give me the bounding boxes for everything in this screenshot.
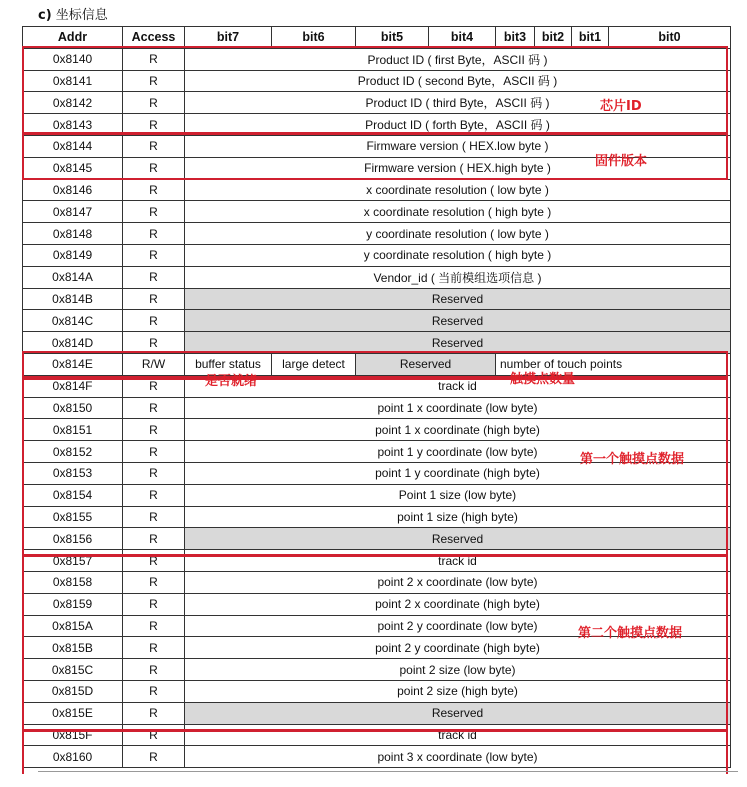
bit3-0-cell: number of touch points bbox=[496, 353, 731, 375]
addr-cell: 0x8144 bbox=[23, 135, 123, 157]
access-cell: R bbox=[123, 310, 185, 332]
access-cell: R bbox=[123, 114, 185, 136]
addr-cell: 0x815A bbox=[23, 615, 123, 637]
addr-cell: 0x8154 bbox=[23, 484, 123, 506]
access-cell: R bbox=[123, 550, 185, 572]
description-cell: Product ID ( first Byte，ASCII 码 ) bbox=[185, 48, 731, 70]
firmware-annotation: 固件版本 bbox=[595, 154, 648, 169]
section-label: c) bbox=[38, 8, 52, 23]
access-cell: R bbox=[123, 48, 185, 70]
description-cell: track id bbox=[185, 550, 731, 572]
access-cell: R bbox=[123, 201, 185, 223]
table-row bbox=[23, 528, 731, 550]
addr-cell: 0x814B bbox=[23, 288, 123, 310]
description-cell: Product ID ( forth Byte，ASCII 码 ) bbox=[185, 114, 731, 136]
addr-cell: 0x814A bbox=[23, 266, 123, 288]
addr-cell: 0x814D bbox=[23, 332, 123, 354]
addr-cell: 0x8152 bbox=[23, 441, 123, 463]
addr-cell: 0x815C bbox=[23, 659, 123, 681]
table-row bbox=[23, 48, 731, 70]
col-bit6: bit6 bbox=[272, 27, 356, 49]
table-row bbox=[23, 506, 731, 528]
addr-cell: 0x8146 bbox=[23, 179, 123, 201]
col-bit2: bit2 bbox=[535, 27, 572, 49]
header-row bbox=[23, 27, 731, 49]
point1-annotation: 第一个触摸点数据 bbox=[580, 452, 685, 467]
access-cell: R bbox=[123, 288, 185, 310]
addr-cell: 0x8142 bbox=[23, 92, 123, 114]
access-cell: R/W bbox=[123, 353, 185, 375]
access-cell: R bbox=[123, 419, 185, 441]
addr-cell: 0x8147 bbox=[23, 201, 123, 223]
access-cell: R bbox=[123, 179, 185, 201]
reserved-cell: Reserved bbox=[185, 528, 731, 550]
access-cell: R bbox=[123, 397, 185, 419]
description-cell: Firmware version ( HEX.low byte ) bbox=[185, 135, 731, 157]
addr-cell: 0x8150 bbox=[23, 397, 123, 419]
table-row bbox=[23, 397, 731, 419]
access-cell: R bbox=[123, 244, 185, 266]
addr-cell: 0x8160 bbox=[23, 746, 123, 768]
table-row bbox=[23, 724, 731, 746]
access-cell: R bbox=[123, 528, 185, 550]
access-cell: R bbox=[123, 680, 185, 702]
addr-cell: 0x814F bbox=[23, 375, 123, 397]
access-cell: R bbox=[123, 70, 185, 92]
table-row bbox=[23, 114, 731, 136]
bit5-4-cell: Reserved bbox=[356, 353, 496, 375]
table-row bbox=[23, 223, 731, 245]
addr-cell: 0x8149 bbox=[23, 244, 123, 266]
addr-cell: 0x815B bbox=[23, 637, 123, 659]
access-cell: R bbox=[123, 724, 185, 746]
addr-cell: 0x8153 bbox=[23, 462, 123, 484]
description-cell: x coordinate resolution ( high byte ) bbox=[185, 201, 731, 223]
addr-cell: 0x8148 bbox=[23, 223, 123, 245]
description-cell: point 1 y coordinate (low byte) bbox=[185, 441, 731, 463]
description-cell: point 2 x coordinate (low byte) bbox=[185, 571, 731, 593]
table-row bbox=[23, 419, 731, 441]
access-cell: R bbox=[123, 506, 185, 528]
addr-cell: 0x8151 bbox=[23, 419, 123, 441]
section-heading bbox=[38, 4, 108, 23]
reserved-cell: Reserved bbox=[185, 288, 731, 310]
addr-cell: 0x814C bbox=[23, 310, 123, 332]
col-bit4: bit4 bbox=[429, 27, 496, 49]
table-row bbox=[23, 266, 731, 288]
access-cell: R bbox=[123, 593, 185, 615]
access-cell: R bbox=[123, 462, 185, 484]
table-row bbox=[23, 571, 731, 593]
addr-cell: 0x8156 bbox=[23, 528, 123, 550]
col-bit3: bit3 bbox=[496, 27, 535, 49]
table-row bbox=[23, 659, 731, 681]
ready-annotation: 是否就绪 bbox=[205, 374, 258, 389]
table-row bbox=[23, 244, 731, 266]
addr-cell: 0x8158 bbox=[23, 571, 123, 593]
access-cell: R bbox=[123, 223, 185, 245]
table-row bbox=[23, 310, 731, 332]
addr-cell: 0x8159 bbox=[23, 593, 123, 615]
access-cell: R bbox=[123, 441, 185, 463]
description-cell: y coordinate resolution ( high byte ) bbox=[185, 244, 731, 266]
page-edge-line bbox=[38, 771, 738, 772]
reserved-cell: Reserved bbox=[185, 332, 731, 354]
description-cell: y coordinate resolution ( low byte ) bbox=[185, 223, 731, 245]
description-cell: Vendor_id ( 当前模组选项信息 ) bbox=[185, 266, 731, 288]
access-cell: R bbox=[123, 266, 185, 288]
table-row bbox=[23, 593, 731, 615]
description-cell: Firmware version ( HEX.high byte ) bbox=[185, 157, 731, 179]
addr-cell: 0x8157 bbox=[23, 550, 123, 572]
table-row bbox=[23, 702, 731, 724]
table-row bbox=[23, 550, 731, 572]
chip-id-annotation: 芯片ID bbox=[600, 99, 642, 114]
addr-cell: 0x814E bbox=[23, 353, 123, 375]
access-cell: R bbox=[123, 157, 185, 179]
table-row bbox=[23, 353, 731, 375]
col-addr: Addr bbox=[23, 27, 123, 49]
access-cell: R bbox=[123, 332, 185, 354]
reserved-cell: Reserved bbox=[185, 702, 731, 724]
description-cell: point 1 y coordinate (high byte) bbox=[185, 462, 731, 484]
description-cell: point 3 x coordinate (low byte) bbox=[185, 746, 731, 768]
access-cell: R bbox=[123, 746, 185, 768]
table-row bbox=[23, 332, 731, 354]
table-row bbox=[23, 288, 731, 310]
register-table bbox=[22, 26, 731, 768]
addr-cell: 0x8145 bbox=[23, 157, 123, 179]
addr-cell: 0x815D bbox=[23, 680, 123, 702]
access-cell: R bbox=[123, 92, 185, 114]
bit7-cell: buffer status bbox=[185, 353, 272, 375]
access-cell: R bbox=[123, 135, 185, 157]
description-cell: Product ID ( second Byte，ASCII 码 ) bbox=[185, 70, 731, 92]
description-cell: point 1 x coordinate (high byte) bbox=[185, 419, 731, 441]
addr-cell: 0x8140 bbox=[23, 48, 123, 70]
col-access: Access bbox=[123, 27, 185, 49]
description-cell: point 2 y coordinate (low byte) bbox=[185, 615, 731, 637]
access-cell: R bbox=[123, 659, 185, 681]
access-cell: R bbox=[123, 375, 185, 397]
addr-cell: 0x8155 bbox=[23, 506, 123, 528]
description-cell: point 2 size (low byte) bbox=[185, 659, 731, 681]
access-cell: R bbox=[123, 571, 185, 593]
table-row bbox=[23, 680, 731, 702]
addr-cell: 0x815E bbox=[23, 702, 123, 724]
table-row bbox=[23, 179, 731, 201]
description-cell: point 2 x coordinate (high byte) bbox=[185, 593, 731, 615]
col-bit7: bit7 bbox=[185, 27, 272, 49]
reserved-cell: Reserved bbox=[185, 310, 731, 332]
description-cell: point 2 y coordinate (high byte) bbox=[185, 637, 731, 659]
table-row bbox=[23, 201, 731, 223]
description-cell: point 1 size (high byte) bbox=[185, 506, 731, 528]
access-cell: R bbox=[123, 615, 185, 637]
description-cell: track id bbox=[185, 724, 731, 746]
addr-cell: 0x8141 bbox=[23, 70, 123, 92]
access-cell: R bbox=[123, 484, 185, 506]
table-row bbox=[23, 484, 731, 506]
description-cell: track id bbox=[185, 375, 731, 397]
description-cell: point 1 x coordinate (low byte) bbox=[185, 397, 731, 419]
table-row bbox=[23, 70, 731, 92]
addr-cell: 0x815F bbox=[23, 724, 123, 746]
addr-cell: 0x8143 bbox=[23, 114, 123, 136]
access-cell: R bbox=[123, 702, 185, 724]
table-row bbox=[23, 375, 731, 397]
section-title: 坐标信息 bbox=[55, 8, 108, 23]
bit6-cell: large detect bbox=[272, 353, 356, 375]
col-bit1: bit1 bbox=[572, 27, 609, 49]
table-row bbox=[23, 746, 731, 768]
access-cell: R bbox=[123, 637, 185, 659]
point2-annotation: 第二个触摸点数据 bbox=[578, 626, 683, 641]
description-cell: Point 1 size (low byte) bbox=[185, 484, 731, 506]
description-cell: point 2 size (high byte) bbox=[185, 680, 731, 702]
description-cell: x coordinate resolution ( low byte ) bbox=[185, 179, 731, 201]
touch-count-annotation: 触摸点数量 bbox=[510, 372, 576, 387]
col-bit5: bit5 bbox=[356, 27, 429, 49]
col-bit0: bit0 bbox=[609, 27, 731, 49]
description-cell: Product ID ( third Byte，ASCII 码 ) bbox=[185, 92, 731, 114]
